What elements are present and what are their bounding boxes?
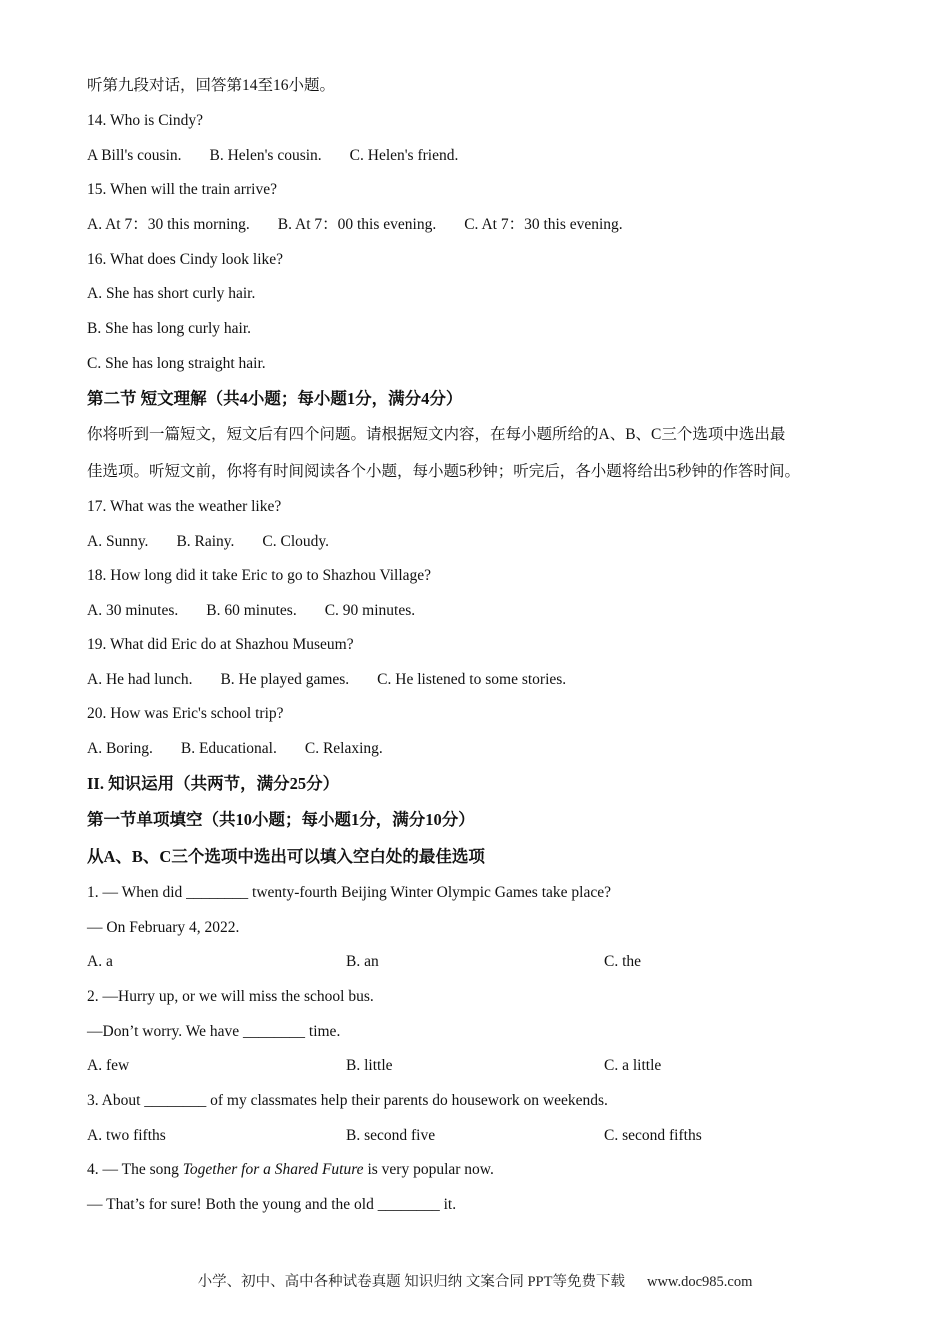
option-20-a: A. Boring. <box>87 740 153 757</box>
question-17-options <box>87 532 329 552</box>
dialogue-9-intro: 听第九段对话，回答第14至16小题。 <box>87 77 336 94</box>
option-3-a: A. two fifths <box>87 1127 166 1144</box>
option-14-c: C. Helen's friend. <box>349 147 459 164</box>
option-1-c: C. the <box>604 953 642 970</box>
option-3-b: B. second five <box>346 1127 436 1144</box>
question-4 <box>87 1160 494 1180</box>
option-15-c: C. At 7：30 this evening. <box>464 216 623 233</box>
question-15: 15. When will the train arrive? <box>87 181 277 198</box>
section-2-instructions-2: 佳选项。听短文前，你将有时间阅读各个小题，每小题5秒钟；听完后，各小题将给出5秒钟的作答时间。 <box>87 463 801 480</box>
footer-url[interactable]: www.doc985.com <box>646 1274 753 1290</box>
question-2-reply: —Don’t worry. We have ________ time. <box>87 1023 341 1040</box>
option-16-a: A. She has short curly hair. <box>87 285 256 302</box>
section-2-heading: 第二节 短文理解（共4小题；每小题1分，满分4分） <box>87 389 463 408</box>
page-footer <box>0 1270 950 1291</box>
option-17-c: C. Cloudy. <box>262 533 330 550</box>
question-4-suffix: is very popular now. <box>363 1161 494 1178</box>
question-1: 1. — When did ________ twenty-fourth Beijing Winter Olympic Games take place? <box>87 884 611 901</box>
question-18: 18. How long did it take Eric to go to Shazhou Village? <box>87 567 432 584</box>
question-4-prefix: 4. — The song <box>87 1161 183 1178</box>
option-18-b: B. 60 minutes. <box>206 602 297 619</box>
option-3-c: C. second fifths <box>604 1127 702 1144</box>
question-20: 20. How was Eric's school trip? <box>87 705 284 722</box>
option-19-b: B. He played games. <box>220 671 350 688</box>
option-14-a: A Bill's cousin. <box>87 147 182 164</box>
song-title: Together for a Shared Future <box>182 1161 364 1178</box>
section-2-instructions-1: 你将听到一篇短文，短文后有四个问题。请根据短文内容，在每小题所给的A、B、C三个选项中选出最 <box>87 426 786 443</box>
part-2-instructions: 从A、B、C三个选项中选出可以填入空白处的最佳选项 <box>87 847 485 866</box>
option-20-c: C. Relaxing. <box>304 740 383 757</box>
part-2-section-1-heading: 第一节单项填空（共10小题；每小题1分，满分10分） <box>87 810 475 829</box>
option-1-a: A. a <box>87 953 113 970</box>
question-19: 19. What did Eric do at Shazhou Museum? <box>87 636 354 653</box>
question-2: 2. —Hurry up, or we will miss the school bus. <box>87 988 374 1005</box>
question-19-options <box>87 670 566 690</box>
part-2-heading: II. 知识运用（共两节，满分25分） <box>87 774 340 793</box>
option-17-a: A. Sunny. <box>87 533 149 550</box>
option-18-c: C. 90 minutes. <box>324 602 416 619</box>
question-15-options <box>87 215 623 235</box>
question-20-options <box>87 739 383 759</box>
footer-text: 小学、初中、高中各种试卷真题 知识归纳 文案合同 PPT等免费下载 <box>197 1274 625 1290</box>
option-19-c: C. He listened to some stories. <box>377 671 567 688</box>
question-17: 17. What was the weather like? <box>87 498 282 515</box>
question-18-options <box>87 601 415 621</box>
option-19-a: A. He had lunch. <box>87 671 193 688</box>
option-17-b: B. Rainy. <box>176 533 235 550</box>
question-1-reply: — On February 4, 2022. <box>87 919 240 936</box>
option-2-a: A. few <box>87 1057 130 1074</box>
option-16-b: B. She has long curly hair. <box>87 320 252 337</box>
option-20-b: B. Educational. <box>180 740 277 757</box>
option-14-b: B. Helen's cousin. <box>209 147 322 164</box>
option-2-b: B. little <box>346 1057 393 1074</box>
option-15-b: B. At 7：00 this evening. <box>277 216 437 233</box>
option-18-a: A. 30 minutes. <box>87 602 179 619</box>
option-1-b: B. an <box>346 953 379 970</box>
question-14-options <box>87 146 458 166</box>
option-2-c: C. a little <box>604 1057 662 1074</box>
question-4-reply: — That’s for sure! Both the young and the old ________ it. <box>87 1196 457 1213</box>
question-16: 16. What does Cindy look like? <box>87 251 284 268</box>
option-15-a: A. At 7：30 this morning. <box>87 216 250 233</box>
question-3: 3. About ________ of my classmates help their parents do housework on weekends. <box>87 1092 608 1109</box>
question-14: 14. Who is Cindy? <box>87 112 203 129</box>
option-16-c: C. She has long straight hair. <box>87 355 266 372</box>
